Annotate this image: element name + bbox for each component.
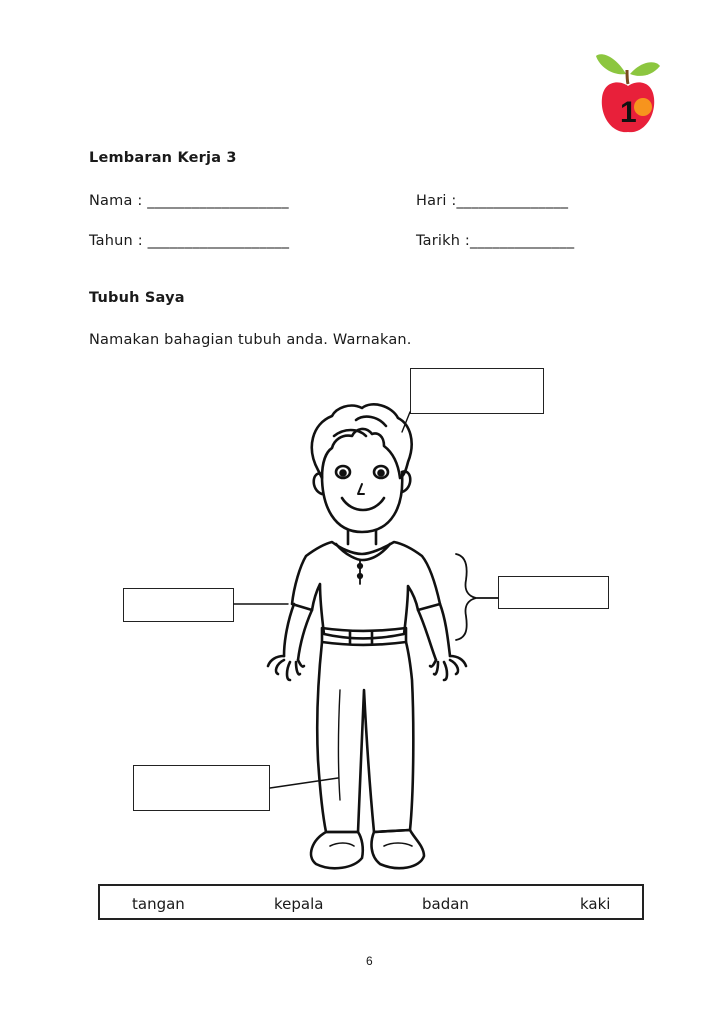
right-arm bbox=[418, 604, 450, 660]
shirt bbox=[292, 542, 440, 639]
nose bbox=[358, 484, 364, 494]
word-bank-item[interactable]: tangan bbox=[132, 895, 185, 913]
left-arm bbox=[284, 604, 312, 660]
pants-crease-left bbox=[339, 690, 341, 800]
bracket-body bbox=[456, 554, 498, 640]
shoe-lace-left bbox=[330, 843, 354, 846]
year-field[interactable]: Tahun : ___________________ bbox=[89, 233, 290, 249]
date-field[interactable]: Tarikh :______________ bbox=[416, 233, 575, 249]
shirt-collar bbox=[336, 544, 390, 560]
word-bank-item[interactable]: kaki bbox=[580, 895, 611, 913]
right-pupil bbox=[379, 471, 384, 476]
word-bank-item[interactable]: kepala bbox=[274, 895, 324, 913]
right-hand bbox=[430, 656, 466, 680]
shoe-lace-right bbox=[384, 843, 412, 846]
face bbox=[322, 474, 402, 532]
pants bbox=[317, 642, 413, 832]
instruction-text: Namakan bahagian tubuh anda. Warnakan. bbox=[89, 332, 412, 348]
shirt-button-2 bbox=[358, 574, 362, 578]
name-field[interactable]: Nama : ___________________ bbox=[89, 193, 289, 209]
shirt-button-1 bbox=[358, 564, 362, 568]
word-bank bbox=[98, 884, 644, 920]
page-number: 6 bbox=[366, 954, 373, 968]
word-bank-item[interactable]: badan bbox=[422, 895, 469, 913]
left-hand bbox=[268, 656, 304, 680]
section-title: Tubuh Saya bbox=[89, 290, 185, 306]
left-pupil bbox=[341, 471, 346, 476]
right-shoe bbox=[372, 830, 424, 868]
day-field[interactable]: Hari :_______________ bbox=[416, 193, 569, 209]
logo-number: 1 bbox=[620, 96, 637, 129]
mouth bbox=[342, 498, 384, 510]
pointer-line-leg bbox=[270, 778, 338, 788]
worksheet-title: Lembaran Kerja 3 bbox=[89, 150, 237, 166]
hair bbox=[312, 404, 412, 478]
left-shoe bbox=[311, 832, 363, 868]
